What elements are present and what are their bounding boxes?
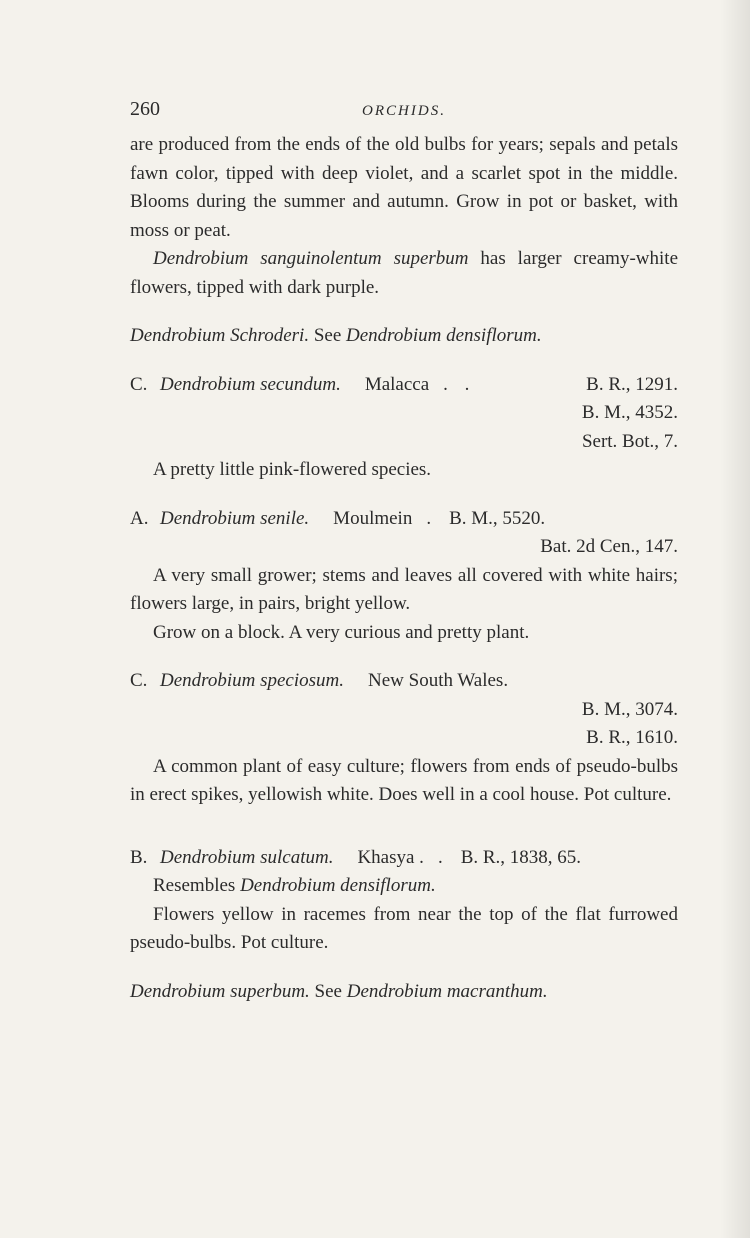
resembles-label: Resembles bbox=[153, 875, 241, 896]
species-description: A common plant of easy culture; flowers from ends of pseudo-bulbs in erect spikes, yellowish white. Does well in a cool house. Pot culture. bbox=[130, 755, 678, 805]
reference: B. R., 1610. bbox=[586, 727, 678, 748]
reference: B. M., 3074. bbox=[581, 698, 678, 720]
culture-code: C. bbox=[130, 373, 148, 395]
entry-secundum bbox=[130, 371, 678, 485]
page-header bbox=[130, 95, 678, 123]
species-name: Dendrobium speciosum. bbox=[160, 670, 344, 691]
entry-senile bbox=[130, 505, 678, 648]
see-label: See bbox=[309, 980, 347, 1002]
cross-reference: Dendrobium densiflorum. bbox=[346, 325, 542, 346]
species-description: A very small grower; stems and leaves all covered with white hairs; flowers large, in pairs, bright yellow. bbox=[130, 564, 678, 614]
cross-reference: Dendrobium macranthum. bbox=[346, 980, 548, 1002]
culture-code: B. bbox=[130, 846, 148, 868]
species-name: Dendrobium secundum. bbox=[160, 373, 341, 395]
page-number: 260 bbox=[130, 98, 160, 120]
entry-speciosum bbox=[130, 667, 678, 810]
reference: Bat. 2d Cen., 147. bbox=[540, 536, 678, 557]
reference: B. M., 4352. bbox=[581, 402, 678, 423]
locality: New South Wales. bbox=[368, 670, 509, 691]
page-content bbox=[130, 95, 678, 1006]
species-name: Dendrobium sulcatum. bbox=[160, 846, 334, 868]
entry-superbum bbox=[130, 978, 678, 1007]
running-title: ORCHIDS. bbox=[362, 103, 446, 119]
reference: B. M., 5520. bbox=[449, 507, 546, 529]
species-name: Dendrobium senile. bbox=[160, 507, 310, 529]
locality: Moulmein bbox=[333, 507, 413, 529]
resembles-note bbox=[130, 872, 678, 901]
species-name: Dendrobium Schroderi. bbox=[130, 325, 310, 346]
variety-name: Dendrobium sanguinolentum superbum bbox=[153, 248, 469, 269]
leader-dots: . bbox=[437, 846, 449, 868]
culture-code: C. bbox=[130, 670, 148, 691]
reference: B. R., 1838, 65. bbox=[460, 846, 582, 868]
variety-text: has larger creamy-white flowers, tipped with dark purple. bbox=[130, 248, 678, 298]
locality: Khasya . bbox=[357, 846, 424, 868]
leader-dots: . bbox=[426, 507, 438, 529]
entry-sulcatum bbox=[130, 844, 678, 958]
entry-schroderi bbox=[130, 322, 678, 351]
culture-note: Grow on a block. A very curious and pretty plant. bbox=[153, 621, 530, 643]
leader-dots: . . bbox=[443, 373, 476, 395]
page-edge-shadow bbox=[720, 0, 750, 1238]
species-description: A pretty little pink-flowered species. bbox=[153, 459, 432, 480]
variety-paragraph bbox=[130, 245, 678, 302]
species-description: Flowers yellow in racemes from near the top of the flat furrowed pseudo-bulbs. Pot culture. bbox=[130, 903, 678, 953]
cross-reference: Dendrobium densiflorum. bbox=[240, 875, 436, 896]
locality: Malacca bbox=[364, 373, 430, 395]
culture-code: A. bbox=[130, 507, 149, 529]
reference: B. R., 1291. bbox=[586, 373, 678, 395]
reference: Sert. Bot., 7. bbox=[581, 430, 678, 452]
see-label: See bbox=[309, 325, 347, 346]
intro-paragraph: are produced from the ends of the old bulbs for years; sepals and petals fawn color, tipped with deep violet, and a scarlet spot in the middle. Blooms during the summer and autumn. Grow in pot or basket, with moss or peat. bbox=[130, 134, 678, 241]
species-name: Dendrobium superbum. bbox=[130, 980, 310, 1002]
